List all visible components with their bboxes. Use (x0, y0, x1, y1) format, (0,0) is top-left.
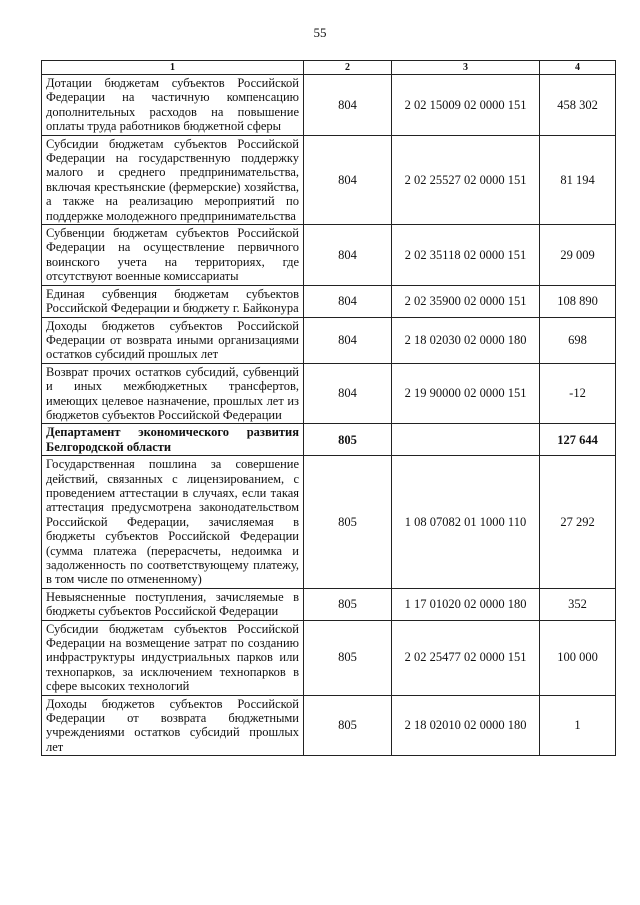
row-amount: 698 (540, 317, 616, 363)
row-admin-code: 805 (304, 424, 392, 456)
table-body (42, 75, 616, 756)
row-admin-code: 804 (304, 363, 392, 424)
column-header-revenue-code: 3 (392, 61, 540, 75)
column-header-amount: 4 (540, 61, 616, 75)
row-description: Возврат прочих остатков субсидий, субвенций и иных межбюджетных трансфертов, имеющих целевое назначение, прошлых лет из бюджетов субъектов Российской Федерации (42, 363, 304, 424)
row-revenue-code: 2 02 25527 02 0000 151 (392, 135, 540, 224)
row-admin-code: 804 (304, 135, 392, 224)
row-amount: 27 292 (540, 456, 616, 589)
row-amount: 29 009 (540, 225, 616, 286)
row-amount: 127 644 (540, 424, 616, 456)
page-number: 55 (313, 25, 327, 40)
row-revenue-code: 2 02 35900 02 0000 151 (392, 285, 540, 317)
row-amount: 1 (540, 695, 616, 756)
row-description: Единая субвенция бюджетам субъектов Российской Федерации и бюджету г. Байконура (42, 285, 304, 317)
row-revenue-code: 2 02 15009 02 0000 151 (392, 75, 540, 136)
row-admin-code: 805 (304, 456, 392, 589)
row-revenue-code: 2 18 02030 02 0000 180 (392, 317, 540, 363)
row-admin-code: 804 (304, 285, 392, 317)
row-admin-code: 805 (304, 588, 392, 620)
row-amount: 100 000 (540, 620, 616, 695)
column-header-admin-code: 2 (304, 61, 392, 75)
row-description: Государственная пошлина за совершение действий, связанных с лицензированием, с проведением аттестации в случаях, если такая аттестация предусмотрена законодательством Российской Федерации, зачисляемая в бюджеты субъектов Российской Федерации (сумма платежа (перерасчеты, недоимка и задолженность по соответствующему платежу, в том числе по отмененному) (42, 456, 304, 589)
table-row (42, 456, 616, 589)
table-row (42, 695, 616, 756)
row-admin-code: 804 (304, 225, 392, 286)
row-amount: -12 (540, 363, 616, 424)
row-amount: 81 194 (540, 135, 616, 224)
row-admin-code: 805 (304, 695, 392, 756)
table-row (42, 588, 616, 620)
table-row (42, 363, 616, 424)
row-revenue-code: 2 18 02010 02 0000 180 (392, 695, 540, 756)
row-amount: 458 302 (540, 75, 616, 136)
row-description: Дотации бюджетам субъектов Российской Федерации на частичную компенсацию дополнительных расходов на повышение оплаты труда работников бюджетной сферы (42, 75, 304, 136)
table-row (42, 424, 616, 456)
row-revenue-code: 1 17 01020 02 0000 180 (392, 588, 540, 620)
table-row (42, 135, 616, 224)
row-description: Субвенции бюджетам субъектов Российской Федерации на осуществление первичного воинского учета на территориях, где отсутствуют военные комиссариаты (42, 225, 304, 286)
table-row (42, 75, 616, 136)
row-revenue-code: 2 19 90000 02 0000 151 (392, 363, 540, 424)
row-admin-code: 804 (304, 317, 392, 363)
row-description: Субсидии бюджетам субъектов Российской Федерации на государственную поддержку малого и среднего предпринимательства, включая крестьянские (фермерские) хозяйства, а также на реализацию мероприятий по поддержке молодежного предпринимательства (42, 135, 304, 224)
table-row (42, 285, 616, 317)
budget-revenue-table (41, 60, 616, 756)
row-amount: 352 (540, 588, 616, 620)
row-description: Департамент экономического развития Белгородской области (42, 424, 304, 456)
row-revenue-code: 1 08 07082 01 1000 110 (392, 456, 540, 589)
row-revenue-code: 2 02 25477 02 0000 151 (392, 620, 540, 695)
row-amount: 108 890 (540, 285, 616, 317)
table-header-row (42, 61, 616, 75)
row-description: Невыясненные поступления, зачисляемые в бюджеты субъектов Российской Федерации (42, 588, 304, 620)
row-admin-code: 804 (304, 75, 392, 136)
table-row (42, 225, 616, 286)
row-description: Доходы бюджетов субъектов Российской Федерации от возврата иными организациями остатков субсидий прошлых лет (42, 317, 304, 363)
column-header-description: 1 (42, 61, 304, 75)
row-admin-code: 805 (304, 620, 392, 695)
row-revenue-code (392, 424, 540, 456)
table-row (42, 620, 616, 695)
table-row (42, 317, 616, 363)
row-description: Доходы бюджетов субъектов Российской Федерации от возврата бюджетными учреждениями остатков субсидий прошлых лет (42, 695, 304, 756)
row-revenue-code: 2 02 35118 02 0000 151 (392, 225, 540, 286)
row-description: Субсидии бюджетам субъектов Российской Федерации на возмещение затрат по созданию инфраструктуры индустриальных парков или технопарков, за исключением технопарков в сфере высоких технологий (42, 620, 304, 695)
